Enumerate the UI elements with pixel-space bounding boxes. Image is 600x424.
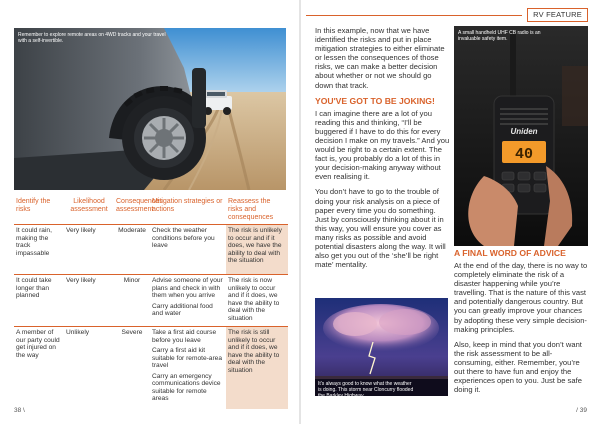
- body-paragraph: You don’t have to go to the trouble of doing your risk analysis on a piece of paper every time you do something. Just by consciously thinking about it in this way, you will ensure you cover as many risks as possible and avoid potential disasters along the way. It will also get you out of the ‘she’ll be right mate’ mentality.: [315, 187, 446, 270]
- spread-gutter: [299, 0, 301, 424]
- header-identify-risks: Identify the risks: [14, 198, 64, 225]
- mitigation-item: Carry additional food and water: [152, 302, 213, 317]
- risk-cell: It could take longer than planned: [14, 275, 64, 327]
- section-tag: RV FEATURE: [527, 8, 588, 22]
- header-reassess: Reassess the risks and consequences: [226, 198, 288, 225]
- radio-brand-text: Uniden: [510, 127, 538, 136]
- risk-cell: A member of our party could get injured on the way: [16, 329, 60, 359]
- table-row: [14, 225, 288, 275]
- uhf-radio-illustration: [454, 26, 588, 246]
- four-wheel-drive-caption: Remember to explore remote areas on 4WD tracks and your travel with a self-invertible.: [18, 32, 166, 45]
- mitigation-cell: [150, 327, 226, 409]
- header-likelihood: Likelihood assessment: [64, 198, 114, 225]
- storm-caption: It's always good to know what the weather is doing. This storm near Cloncurry flooded the Barkley Highway.: [318, 381, 414, 399]
- page-number-right: / 39: [576, 407, 587, 414]
- intro-paragraph: In this example, now that we have identified the risks and put in place mitigation strategies to either eliminate or lessen the consequences of those risks, we can make a better decision about whether or not we should go down that track.: [315, 26, 445, 90]
- body-paragraph: Also, keep in mind that you don’t want the risk assessment to be all-consuming, either. Remember, you’re out there to have fun and enjoy the experiences open to you. Just be safe doing it.: [454, 339, 582, 395]
- consequence-cell: Minor: [114, 275, 150, 327]
- article-column-right: [454, 248, 588, 400]
- page-number-left: 38 \: [14, 407, 25, 414]
- mitigation-item: Take a first aid course before you leave: [152, 329, 217, 344]
- uhf-radio-caption: A small handheld UHF CB radio is an invaluable safety item.: [458, 30, 541, 42]
- risk-cell: It could rain, making the track impassable: [14, 225, 64, 275]
- consequence-cell: Moderate: [114, 225, 150, 275]
- section-rule: [306, 15, 522, 16]
- mitigation-cell: [150, 275, 226, 327]
- mitigation-item: Carry a first aid kit suitable for remote-area travel: [152, 347, 223, 369]
- four-wheel-drive-photo: [14, 28, 286, 190]
- header-mitigation: Mitigation strategies or actions: [150, 198, 226, 225]
- likelihood-cell: Very likely: [64, 225, 114, 275]
- mitigation-item: Check the weather conditions before you leave: [152, 227, 215, 249]
- subheading-joking: YOU'VE GOT TO BE JOKING!: [315, 95, 435, 106]
- reassess-cell: The risk is unlikely to occur and if it does, we have the ability to deal with the situation: [226, 225, 288, 275]
- mitigation-item: Carry an emergency communications device suitable for remote areas: [152, 372, 221, 402]
- reassess-cell: The risk is still unlikely to occur and if it does, we have the ability to deal with the situation: [226, 327, 288, 409]
- table-header-row: [14, 198, 288, 225]
- four-wheel-drive-illustration: [14, 28, 286, 190]
- risk-assessment-table: [14, 198, 288, 409]
- consequence-cell: Severe: [121, 329, 143, 336]
- uhf-radio-photo: [454, 26, 588, 246]
- body-paragraph: I can imagine there are a lot of you reading this and thinking, “I’ll be buggered if I have to do this for every decision I make on my travels.” And you would be right to a certain extent. The fact is, you probably do a lot of this in your decision-making anyway without even realising it.: [315, 108, 450, 182]
- mitigation-item: Advise someone of your plans and check in with them when you arrive: [152, 277, 223, 299]
- mitigation-cell: [150, 225, 226, 275]
- body-paragraph: At the end of the day, there is no way to completely eliminate the risk of a disaster happening while you’re travelling. That is the nature of this vast and potentially dangerous country. But you can greatly improve your chances by adopting these very simple decision-making principles.: [454, 261, 588, 334]
- likelihood-cell: Very likely: [64, 275, 114, 327]
- subheading-final-word: A FINAL WORD OF ADVICE: [454, 248, 566, 258]
- likelihood-cell: Unlikely: [66, 329, 90, 336]
- reassess-cell: The risk is now unlikely to occur and if it does, we have the ability to deal with the situation: [226, 275, 288, 327]
- table-row: [14, 327, 288, 409]
- table-row: [14, 275, 288, 327]
- header-consequences: Consequences assessment: [114, 198, 150, 225]
- radio-channel-display: 40: [514, 146, 534, 163]
- article-column-left: [315, 26, 450, 275]
